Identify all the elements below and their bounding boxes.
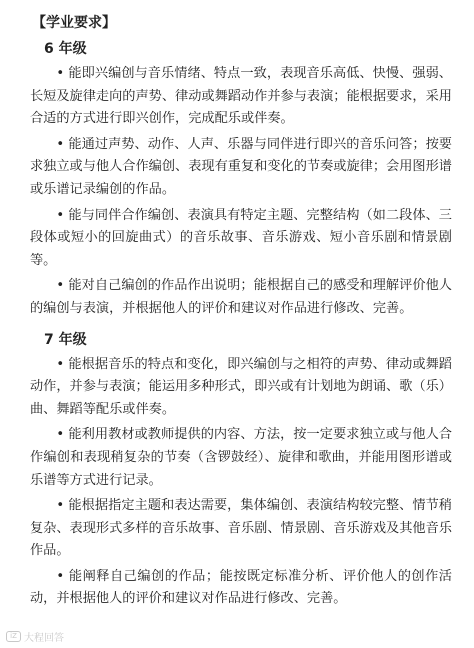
grade-6-requirement-1: • 能即兴编创与音乐情绪、特点一致，表现音乐高低、快慢、强弱、长短及旋律走向的声势、律动或舞蹈动作并参与表演；能根据要求，采用合适的方式进行即兴创作，完成配乐或伴奏。 <box>30 66 452 127</box>
grade-7-heading: 7 年级 <box>44 331 87 348</box>
watermark <box>6 629 64 644</box>
grade-7-requirement-4: • 能阐释自己编创的作品；能按既定标准分析、评价他人的创作活动，并根据他人的评价和建议对作品进行修改、完善。 <box>30 568 452 607</box>
document-page <box>30 12 452 611</box>
grade-7-requirement-3: • 能根据指定主题和表达需要，集体编创、表演结构较完整、情节稍复杂、表现形式多样的音乐故事、音乐剧、情景剧、音乐游戏及其他音乐作品。 <box>30 498 452 559</box>
grade-6-requirement-3: • 能与同伴合作编创、表演具有特定主题、完整结构（如二段体、三段体或短小的回旋曲式）的音乐故事、音乐游戏、短小音乐剧和情景剧等。 <box>30 207 452 268</box>
watermark-logo-icon: iZ <box>6 631 21 642</box>
grade-6-heading: 6 年级 <box>44 41 87 57</box>
grade-7-requirement-2: • 能利用教材或教师提供的内容、方法，按一定要求独立或与他人合作编创和表现稍复杂的节奏（含锣鼓经）、旋律和歌曲，并能用图形谱或乐谱等方式进行记录。 <box>30 427 452 488</box>
grade-6-requirement-4: • 能对自己编创的作品作出说明；能根据自己的感受和理解评价他人的编创与表演，并根据他人的评价和建议对作品进行修改、完善。 <box>30 278 452 316</box>
watermark-text: 大程回答 <box>24 633 64 644</box>
grade-7-requirement-1: • 能根据音乐的特点和变化，即兴编创与之相符的声势、律动或舞蹈动作，并参与表演；能运用多种形式，即兴或有计划地为朗诵、歌（乐）曲、舞蹈等配乐或伴奏。 <box>30 356 452 417</box>
section-title: 【学业要求】 <box>32 15 116 31</box>
grade-6-requirement-2: • 能通过声势、动作、人声、乐器与同伴进行即兴的音乐问答；按要求独立或与他人合作编创、表现有重复和变化的节奏或旋律；会用图形谱或乐谱记录编创的作品。 <box>30 136 452 197</box>
